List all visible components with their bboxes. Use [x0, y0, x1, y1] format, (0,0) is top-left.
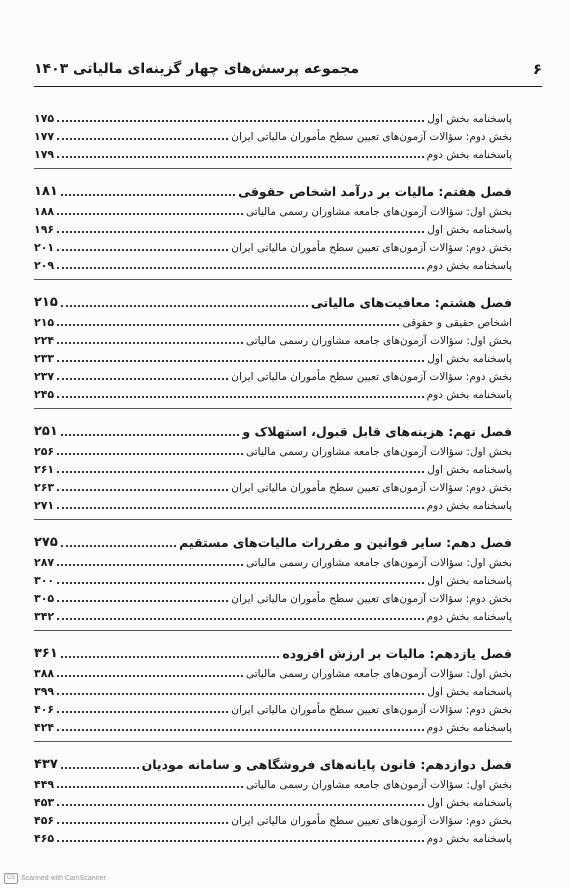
entry-page-number: ۲۸۷	[34, 556, 55, 569]
entry-page-number: ۳۰۵	[34, 592, 55, 605]
section-divider	[34, 519, 512, 520]
toc-entry	[34, 144, 512, 162]
dot-leader	[57, 213, 243, 215]
dot-leader	[57, 675, 243, 677]
dot-leader	[57, 378, 228, 380]
entry-label: بخش اول: سؤالات آزمون‌های جامعه مشاوران رسمی مالیاتی	[245, 335, 512, 347]
entry-page-number: ۲۷۱	[34, 499, 55, 512]
chapter-heading	[34, 419, 512, 441]
chapter-title: فصل دهم: سایر قوانین و مقررات مالیات‌های مستقیم	[179, 535, 512, 550]
entry-label: پاسخنامه بخش اول	[427, 113, 512, 125]
chapter-page-number: ۲۵۱	[34, 424, 58, 439]
dot-leader	[61, 767, 139, 769]
dot-leader	[61, 305, 308, 307]
page-header	[34, 54, 542, 84]
entry-label: پاسخنامه بخش اول	[427, 686, 512, 698]
entry-label: بخش دوم: سؤالات آزمون‌های تعیین سطح مأموران مالیاتی ایران	[231, 815, 512, 827]
entry-page-number: ۳۴۲	[34, 610, 55, 623]
toc-chapter	[34, 641, 512, 742]
entry-label: پاسخنامه بخش اول	[427, 353, 512, 365]
chapter-heading	[34, 752, 512, 774]
chapter-title: فصل دوازدهم: قانون پایانه‌های فروشگاهی و سامانه مودیان	[141, 757, 512, 772]
dot-leader	[57, 342, 243, 344]
table-of-contents	[34, 108, 512, 849]
entry-page-number: ۱۹۶	[34, 223, 55, 236]
dot-leader	[61, 545, 176, 547]
entry-page-number: ۳۰۰	[34, 574, 55, 587]
entry-label: بخش اول: سؤالات آزمون‌های جامعه مشاوران رسمی مالیاتی	[245, 779, 512, 791]
section-divider	[34, 630, 512, 631]
toc-entry	[34, 330, 512, 348]
entry-page-number: ۳۸۸	[34, 667, 55, 680]
dot-leader	[57, 249, 228, 251]
entry-label: بخش دوم: سؤالات آزمون‌های تعیین سطح مأموران مالیاتی ایران	[231, 704, 512, 716]
toc-entry	[34, 588, 512, 606]
toc-entry	[34, 459, 512, 477]
entry-page-number: ۱۷۵	[34, 112, 55, 125]
chapter-page-number: ۲۱۵	[34, 295, 58, 310]
section-divider	[34, 279, 512, 280]
toc-entry	[34, 477, 512, 495]
toc-chapter	[34, 179, 512, 280]
dot-leader	[61, 194, 235, 196]
entry-label: پاسخنامه بخش دوم	[426, 833, 512, 845]
toc-entry	[34, 126, 512, 144]
dot-leader	[57, 489, 228, 491]
entry-page-number: ۴۶۵	[34, 832, 55, 845]
chapter-heading	[34, 290, 512, 312]
book-title: مجموعه پرسش‌های چهار گزینه‌ای مالیاتی ۱۴۰۳	[34, 61, 360, 77]
dot-leader	[57, 324, 399, 326]
dot-leader	[57, 618, 424, 620]
entry-label: پاسخنامه بخش دوم	[426, 260, 512, 272]
toc-entry	[34, 828, 512, 846]
dot-leader	[57, 711, 228, 713]
entry-label: پاسخنامه بخش دوم	[426, 389, 512, 401]
chapter-title: فصل نهم: هزینه‌های قابل قبول، استهلاک و	[242, 424, 512, 439]
toc-entry	[34, 219, 512, 237]
toc-entry	[34, 108, 512, 126]
entry-label: پاسخنامه بخش اول	[427, 575, 512, 587]
dot-leader	[57, 840, 424, 842]
page-number: ۶	[532, 60, 542, 78]
dot-leader	[57, 471, 424, 473]
entry-page-number: ۱۷۹	[34, 148, 55, 161]
entry-label: پاسخنامه بخش دوم	[426, 500, 512, 512]
section-divider	[34, 741, 512, 742]
toc-entry	[34, 384, 512, 402]
toc-entry	[34, 570, 512, 588]
entry-page-number: ۲۶۱	[34, 463, 55, 476]
entry-label: پاسخنامه بخش دوم	[426, 611, 512, 623]
toc-chapter	[34, 530, 512, 631]
toc-entry	[34, 792, 512, 810]
toc-entry	[34, 774, 512, 792]
entry-page-number: ۲۴۵	[34, 388, 55, 401]
entry-page-number: ۲۵۶	[34, 445, 55, 458]
entry-label: بخش دوم: سؤالات آزمون‌های تعیین سطح مأموران مالیاتی ایران	[231, 371, 512, 383]
dot-leader	[57, 453, 243, 455]
toc-entry	[34, 606, 512, 624]
entry-page-number: ۱۷۷	[34, 130, 55, 143]
entry-page-number: ۲۲۴	[34, 334, 55, 347]
dot-leader	[57, 120, 424, 122]
toc-entry	[34, 699, 512, 717]
entry-label: بخش دوم: سؤالات آزمون‌های تعیین سطح مأموران مالیاتی ایران	[231, 131, 512, 143]
dot-leader	[61, 434, 240, 436]
entry-page-number: ۴۲۴	[34, 721, 55, 734]
dot-leader	[57, 267, 424, 269]
entry-page-number: ۲۰۱	[34, 241, 55, 254]
dot-leader	[57, 360, 424, 362]
dot-leader	[57, 396, 424, 398]
entry-label: بخش دوم: سؤالات آزمون‌های تعیین سطح مأموران مالیاتی ایران	[231, 242, 512, 254]
dot-leader	[57, 156, 424, 158]
entry-page-number: ۲۳۷	[34, 370, 55, 383]
dot-leader	[61, 656, 280, 658]
dot-leader	[57, 600, 228, 602]
camscanner-logo-icon: CS	[4, 873, 18, 884]
entry-page-number: ۴۰۶	[34, 703, 55, 716]
toc-entry	[34, 348, 512, 366]
entry-page-number: ۱۸۸	[34, 205, 55, 218]
entry-label: بخش اول: سؤالات آزمون‌های جامعه مشاوران رسمی مالیاتی	[245, 668, 512, 680]
toc-entry	[34, 237, 512, 255]
toc-chapter	[34, 290, 512, 409]
entry-label: پاسخنامه بخش دوم	[426, 722, 512, 734]
dot-leader	[57, 231, 424, 233]
entry-page-number: ۲۰۹	[34, 259, 55, 272]
entry-page-number: ۴۵۳	[34, 796, 55, 809]
toc-entry	[34, 495, 512, 513]
entry-page-number: ۴۵۶	[34, 814, 55, 827]
entry-label: پاسخنامه بخش اول	[427, 797, 512, 809]
chapter-heading	[34, 530, 512, 552]
chapter-page-number: ۱۸۱	[34, 184, 58, 199]
entry-page-number: ۲۶۳	[34, 481, 55, 494]
header-rule	[34, 86, 542, 87]
chapter-page-number: ۳۶۱	[34, 646, 58, 661]
watermark-text: Scanned with CamScanner	[21, 875, 106, 882]
dot-leader	[57, 729, 424, 731]
chapter-title: فصل هفتم: مالیات بر درآمد اشخاص حقوقی	[238, 184, 512, 199]
entry-page-number: ۲۳۳	[34, 352, 55, 365]
dot-leader	[57, 804, 424, 806]
dot-leader	[57, 693, 424, 695]
entry-page-number: ۲۱۵	[34, 316, 55, 329]
entry-label: پاسخنامه بخش اول	[427, 464, 512, 476]
toc-entry	[34, 312, 512, 330]
toc-entry	[34, 201, 512, 219]
entry-label: پاسخنامه بخش دوم	[426, 149, 512, 161]
toc-entry	[34, 810, 512, 828]
toc-entry	[34, 663, 512, 681]
section-divider	[34, 168, 512, 169]
toc-chapter	[34, 419, 512, 520]
toc-entry	[34, 255, 512, 273]
dot-leader	[57, 822, 228, 824]
toc-chapter	[34, 752, 512, 846]
chapter-page-number: ۴۳۷	[34, 757, 58, 772]
chapter-page-number: ۲۷۵	[34, 535, 58, 550]
scanner-watermark	[4, 873, 106, 884]
entry-label: اشخاص حقیقی و حقوقی	[402, 317, 512, 329]
chapter-heading	[34, 179, 512, 201]
toc-entry	[34, 717, 512, 735]
entry-label: بخش اول: سؤالات آزمون‌های جامعه مشاوران رسمی مالیاتی	[245, 206, 512, 218]
chapter-heading	[34, 641, 512, 663]
chapter-title: فصل یازدهم: مالیات بر ارزش افزوده	[282, 646, 512, 661]
toc-entry	[34, 681, 512, 699]
entry-label: بخش اول: سؤالات آزمون‌های جامعه مشاوران رسمی مالیاتی	[245, 446, 512, 458]
dot-leader	[57, 582, 424, 584]
entry-label: پاسخنامه بخش اول	[427, 224, 512, 236]
toc-entry	[34, 552, 512, 570]
toc-entry	[34, 366, 512, 384]
entry-page-number: ۳۹۹	[34, 685, 55, 698]
dot-leader	[57, 138, 228, 140]
dot-leader	[57, 786, 243, 788]
entry-label: بخش اول: سؤالات آزمون‌های جامعه مشاوران رسمی مالیاتی	[245, 557, 512, 569]
toc-entry	[34, 441, 512, 459]
entry-label: بخش دوم: سؤالات آزمون‌های تعیین سطح مأموران مالیاتی ایران	[231, 593, 512, 605]
entry-page-number: ۴۴۹	[34, 778, 55, 791]
dot-leader	[57, 507, 424, 509]
chapter-title: فصل هشتم: معافیت‌های مالیاتی	[310, 295, 512, 310]
section-divider	[34, 408, 512, 409]
dot-leader	[57, 564, 243, 566]
entry-label: بخش دوم: سؤالات آزمون‌های تعیین سطح مأموران مالیاتی ایران	[231, 482, 512, 494]
toc-section-continued	[34, 108, 512, 169]
